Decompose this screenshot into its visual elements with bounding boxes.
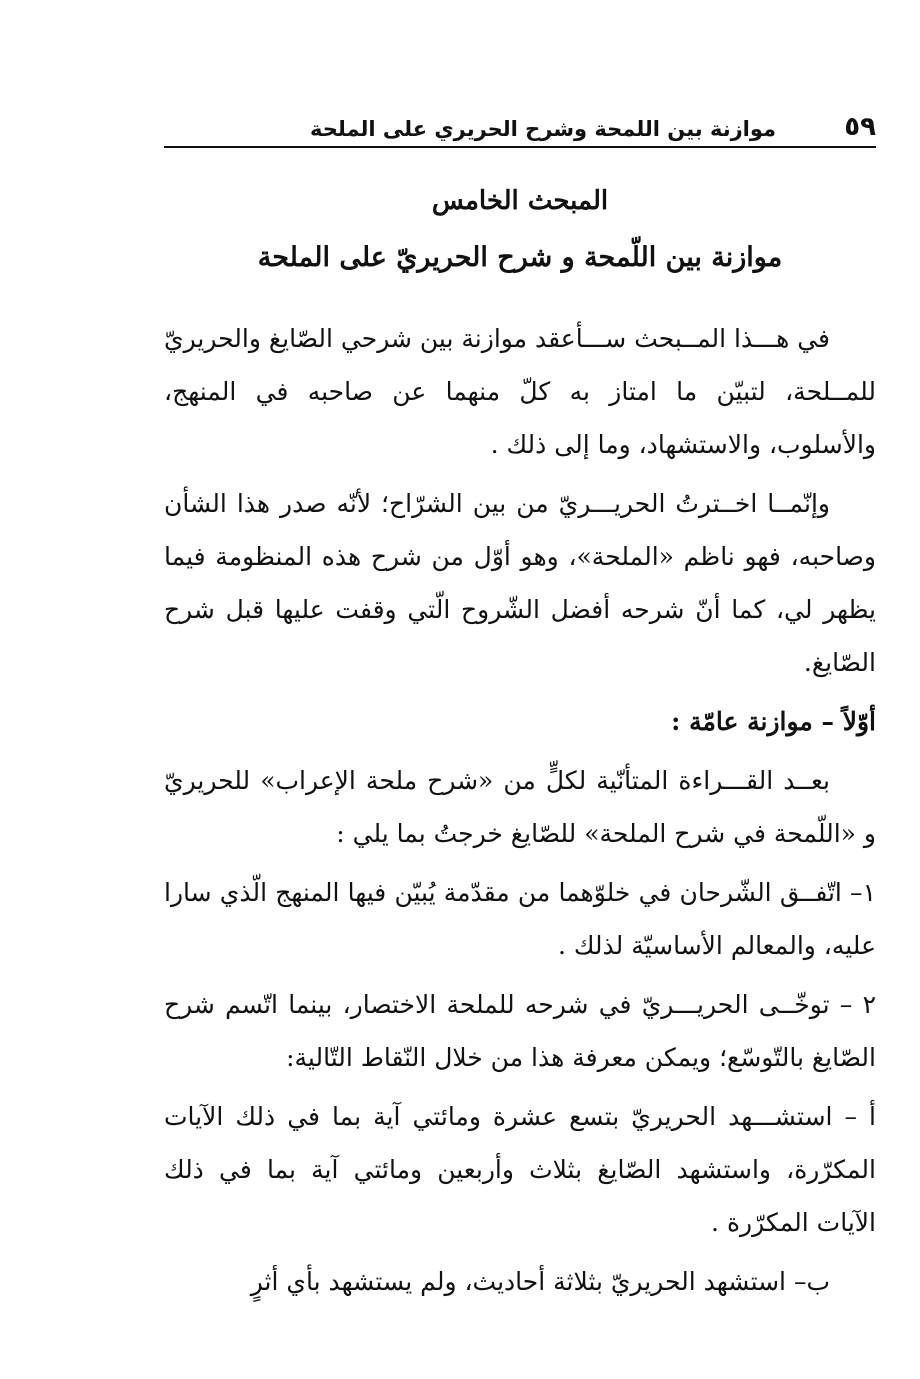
section-label: المبحث الخامس [431, 186, 609, 216]
paragraph-intro: في هـــذا المــبحث ســـأعقد موازنة بين شرحي الصّايغ والحريريّ للمــلحة، لتبيّن ما امتاز به كلّ منهما عن صاحبه في المنهج، والأسلوب، والاستشهاد، وما إلى ذلك . [164, 324, 876, 459]
paragraph-point-a: أ – استشـــهد الحريريّ بتسع عشرة ومائتي آية بما في ذلك الآيات المكرّرة، واستشهد الصّايغ بثلاث وأربعين ومائتي آية بما في ذلك الآيات المكرّرة . [164, 1102, 876, 1237]
paragraph-reading: بعــد القـــراءة المتأنّية لكلٍّ من «شرح ملحة الإعراب» للحريريّ و «اللّمحة في شرح الملحة» للصّايغ خرجتُ بما يلي : [164, 766, 876, 848]
subheading-general-comparison: أوّلاً – موازنة عامّة : [671, 707, 876, 736]
running-header [164, 108, 876, 148]
paragraph-choice: وإنّمــا اخــترتُ الحريـــريّ من بين الشرّاح؛ لأنّه صدر هذا الشأن وصاحبه، فهو ناظم «الملحة»، وهو أوّل من شرح هذه المنظومة فيما يظهر لي، كما أنّ شرحه أفضل الشّروح الّتي وقفت عليها قبل شرح الصّايغ. [164, 489, 876, 677]
body-text [164, 312, 876, 1314]
section-title: موازنة بين اللّمحة و شرح الحريريّ على الملحة [257, 242, 783, 273]
paragraph-point-b: ب– استشهد الحريريّ بثلاثة أحاديث، ولم يستشهد بأي أثرٍ [250, 1267, 830, 1296]
paragraph-point-2: ٢ – توخّــى الحريـــريّ في شرحه للملحة الاختصار، بينما اتّسم شرح الصّايغ بالتّوسّع؛ ويمكن معرفة هذا من خلال النّقاط التّالية: [164, 990, 876, 1072]
page-number: ٥٩ [844, 112, 876, 142]
running-title: موازنة بين اللمحة وشرح الحريري على الملحة [310, 117, 777, 141]
paragraph-point-1: ١– اتّفــق الشّرحان في خلوّهما من مقدّمة يُبيّن فيها المنهج الّذي سارا عليه، والمعالم الأساسيّة لذلك . [164, 878, 876, 960]
